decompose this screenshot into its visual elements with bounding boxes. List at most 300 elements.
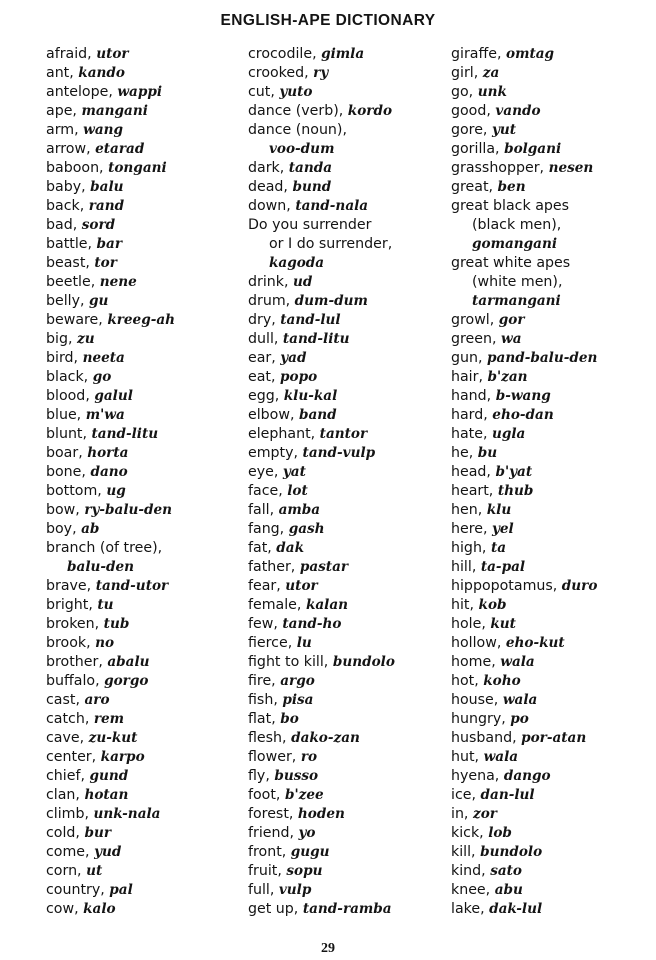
dictionary-entry	[46, 159, 251, 178]
ape-equivalent: ugla	[492, 426, 526, 442]
ape-equivalent: dako-zan	[291, 730, 360, 746]
english-headword: giraffe,	[451, 46, 506, 62]
english-headword: high,	[451, 540, 491, 556]
ape-equivalent: no	[95, 635, 115, 651]
dictionary-entry	[248, 45, 453, 64]
dictionary-entry-continuation	[248, 235, 453, 254]
dictionary-entry	[46, 862, 251, 881]
dictionary-entry	[46, 881, 251, 900]
ape-equivalent: pisa	[282, 692, 314, 708]
dictionary-entry	[46, 349, 251, 368]
english-headword: flower,	[248, 749, 301, 765]
dictionary-entry	[248, 805, 453, 824]
ape-equivalent: abalu	[107, 654, 150, 670]
dictionary-entry	[46, 748, 251, 767]
dictionary-entry	[46, 444, 251, 463]
dictionary-entry	[248, 539, 453, 558]
english-headword: friend,	[248, 825, 299, 841]
dictionary-entry	[248, 121, 453, 140]
english-headword: (black men),	[472, 217, 562, 233]
english-headword: cave,	[46, 730, 89, 746]
english-headword: hate,	[451, 426, 492, 442]
ape-equivalent: amba	[278, 502, 321, 518]
ape-equivalent: wappi	[117, 84, 163, 100]
dictionary-entry	[451, 824, 651, 843]
dictionary-entry	[248, 862, 453, 881]
english-headword: grasshopper,	[451, 160, 549, 176]
dictionary-entry	[451, 444, 651, 463]
dictionary-entry	[248, 729, 453, 748]
dictionary-entry	[451, 577, 651, 596]
english-headword: kick,	[451, 825, 489, 841]
ape-equivalent: yud	[94, 844, 122, 860]
dictionary-entry	[46, 330, 251, 349]
ape-equivalent: bundolo	[480, 844, 543, 860]
ape-equivalent: ry	[313, 65, 329, 81]
dictionary-entry	[248, 197, 453, 216]
ape-equivalent: dum-dum	[294, 293, 368, 309]
ape-equivalent: nene	[99, 274, 137, 290]
ape-equivalent: argo	[280, 673, 315, 689]
dictionary-entry	[248, 710, 453, 729]
dictionary-entry	[46, 387, 251, 406]
dictionary-entry	[451, 330, 651, 349]
ape-equivalent: unk-nala	[93, 806, 161, 822]
ape-equivalent: eho-kut	[505, 635, 565, 651]
ape-equivalent: bu	[477, 445, 498, 461]
dictionary-entry	[248, 634, 453, 653]
english-headword: hut,	[451, 749, 484, 765]
dictionary-entry	[451, 691, 651, 710]
dictionary-entry	[46, 653, 251, 672]
english-headword: fang,	[248, 521, 289, 537]
dictionary-entry	[46, 539, 251, 558]
ape-equivalent: b'zee	[284, 787, 324, 803]
ape-equivalent: tand-lul	[280, 312, 341, 328]
dictionary-entry	[451, 786, 651, 805]
ape-equivalent: tand-utor	[95, 578, 169, 594]
english-headword: fat,	[248, 540, 277, 556]
ape-equivalent: wa	[501, 331, 522, 347]
ape-equivalent: go	[92, 369, 112, 385]
ape-equivalent: dak-lul	[489, 901, 543, 917]
english-headword: forest,	[248, 806, 298, 822]
english-headword: black,	[46, 369, 93, 385]
ape-equivalent: kordo	[347, 103, 393, 119]
english-headword: fish,	[248, 692, 283, 708]
ape-equivalent: ro	[300, 749, 318, 765]
ape-equivalent: klu	[486, 502, 512, 518]
english-headword: face,	[248, 483, 288, 499]
ape-equivalent: wala	[502, 692, 538, 708]
ape-equivalent: ab	[81, 521, 100, 537]
dictionary-entry	[248, 64, 453, 83]
ape-equivalent: aro	[84, 692, 110, 708]
ape-equivalent: omtag	[506, 46, 555, 62]
ape-equivalent: kalo	[83, 901, 116, 917]
dictionary-entry	[451, 539, 651, 558]
english-headword: fight to kill,	[248, 654, 333, 670]
english-headword: heart,	[451, 483, 498, 499]
english-headword: arrow,	[46, 141, 96, 157]
english-headword: in,	[451, 806, 473, 822]
english-headword: chief,	[46, 768, 90, 784]
ape-equivalent: zu-kut	[88, 730, 138, 746]
english-headword: back,	[46, 198, 89, 214]
english-headword: great black apes	[451, 198, 570, 214]
english-headword: girl,	[451, 65, 483, 81]
ape-equivalent: kalan	[305, 597, 349, 613]
dictionary-entry-continuation	[451, 235, 651, 254]
english-headword: ice,	[451, 787, 481, 803]
english-headword: catch,	[46, 711, 94, 727]
english-headword: dark,	[248, 160, 289, 176]
english-headword: gore,	[451, 122, 492, 138]
english-headword: great white apes	[451, 255, 571, 271]
english-headword: (white men),	[472, 274, 563, 290]
ape-equivalent: tand-litu	[91, 426, 159, 442]
english-headword: corn,	[46, 863, 87, 879]
english-headword: get up,	[248, 901, 303, 917]
ape-equivalent: gorgo	[104, 673, 149, 689]
ape-equivalent: eho-dan	[492, 407, 554, 423]
dictionary-entry	[248, 102, 453, 121]
dictionary-entry	[451, 843, 651, 862]
dictionary-entry	[451, 254, 651, 273]
dictionary-entry	[248, 672, 453, 691]
ape-equivalent: rem	[93, 711, 125, 727]
dictionary-entry	[451, 349, 651, 368]
dictionary-entry	[248, 596, 453, 615]
dictionary-entry	[451, 463, 651, 482]
english-headword: beware,	[46, 312, 108, 328]
ape-equivalent: hotan	[84, 787, 129, 803]
dictionary-column-1	[46, 45, 251, 919]
dictionary-entry	[46, 691, 251, 710]
dictionary-entry	[46, 121, 251, 140]
english-headword: bone,	[46, 464, 91, 480]
ape-equivalent: tub	[103, 616, 130, 632]
dictionary-entry	[46, 83, 251, 102]
ape-equivalent: lot	[287, 483, 308, 499]
english-headword: dance (noun),	[248, 122, 347, 138]
ape-equivalent: b'yat	[495, 464, 533, 480]
ape-equivalent: ta-pal	[480, 559, 526, 575]
english-headword: clan,	[46, 787, 85, 803]
ape-equivalent: horta	[87, 445, 129, 461]
ape-equivalent: gash	[288, 521, 325, 537]
dictionary-column-3	[451, 45, 651, 919]
ape-equivalent: neeta	[82, 350, 125, 366]
english-headword: husband,	[451, 730, 522, 746]
ape-equivalent: kob	[478, 597, 507, 613]
english-headword: elephant,	[248, 426, 320, 442]
dictionary-entry	[248, 824, 453, 843]
dictionary-entry	[248, 748, 453, 767]
dictionary-entry	[46, 634, 251, 653]
ape-equivalent: band	[298, 407, 337, 423]
ape-equivalent: yut	[491, 122, 517, 138]
english-headword: battle,	[46, 236, 97, 252]
dictionary-entry	[451, 121, 651, 140]
ape-equivalent: dak	[276, 540, 305, 556]
english-headword: crooked,	[248, 65, 314, 81]
english-headword: hard,	[451, 407, 493, 423]
dictionary-entry	[46, 368, 251, 387]
english-headword: cold,	[46, 825, 85, 841]
ape-equivalent: wang	[83, 122, 124, 138]
dictionary-entry	[451, 805, 651, 824]
english-headword: drum,	[248, 293, 295, 309]
ape-equivalent: koho	[483, 673, 521, 689]
dictionary-entry	[451, 159, 651, 178]
dictionary-entry	[248, 843, 453, 862]
english-headword: center,	[46, 749, 101, 765]
english-headword: bow,	[46, 502, 85, 518]
english-headword: gun,	[451, 350, 488, 366]
english-headword: brook,	[46, 635, 96, 651]
english-headword: dry,	[248, 312, 281, 328]
english-headword: hippopotamus,	[451, 578, 562, 594]
ape-equivalent: kando	[78, 65, 125, 81]
dictionary-entry	[451, 520, 651, 539]
ape-equivalent: voo-dum	[269, 141, 335, 157]
dictionary-entry	[451, 83, 651, 102]
ape-equivalent: sopu	[286, 863, 323, 879]
dictionary-entry	[451, 425, 651, 444]
dictionary-entry	[248, 900, 453, 919]
dictionary-entry	[248, 368, 453, 387]
dictionary-entry	[451, 672, 651, 691]
english-headword: hollow,	[451, 635, 506, 651]
english-headword: good,	[451, 103, 496, 119]
dictionary-entry	[46, 520, 251, 539]
english-headword: great,	[451, 179, 498, 195]
english-headword: bad,	[46, 217, 82, 233]
english-headword: fly,	[248, 768, 275, 784]
english-headword: knee,	[451, 882, 495, 898]
dictionary-entry-continuation	[451, 216, 651, 235]
english-headword: fall,	[248, 502, 279, 518]
dictionary-entry	[46, 216, 251, 235]
english-headword: beetle,	[46, 274, 100, 290]
dictionary-entry	[451, 368, 651, 387]
ape-equivalent: gugu	[290, 844, 330, 860]
ape-equivalent: rand	[88, 198, 125, 214]
english-headword: ape,	[46, 103, 82, 119]
dictionary-entry	[248, 216, 453, 235]
dictionary-entry	[451, 482, 651, 501]
english-headword: elbow,	[248, 407, 299, 423]
english-headword: boar,	[46, 445, 88, 461]
dictionary-entry	[451, 881, 651, 900]
dictionary-entry	[248, 463, 453, 482]
english-headword: fire,	[248, 673, 281, 689]
english-headword: bright,	[46, 597, 98, 613]
ape-equivalent: ry-balu-den	[84, 502, 173, 518]
dictionary-entry	[46, 64, 251, 83]
dictionary-entry	[248, 425, 453, 444]
ape-equivalent: gund	[89, 768, 129, 784]
ape-equivalent: ug	[106, 483, 126, 499]
english-headword: brother,	[46, 654, 108, 670]
english-headword: few,	[248, 616, 283, 632]
dictionary-entry	[46, 102, 251, 121]
dictionary-entry	[248, 83, 453, 102]
english-headword: hole,	[451, 616, 491, 632]
english-headword: house,	[451, 692, 503, 708]
dictionary-entry	[248, 501, 453, 520]
english-headword: brave,	[46, 578, 96, 594]
ape-equivalent: bar	[96, 236, 122, 252]
dictionary-entry	[46, 254, 251, 273]
ape-equivalent: klu-kal	[283, 388, 338, 404]
ape-equivalent: thub	[497, 483, 534, 499]
english-headword: he,	[451, 445, 478, 461]
english-headword: come,	[46, 844, 95, 860]
english-headword: fruit,	[248, 863, 287, 879]
ape-equivalent: kut	[490, 616, 516, 632]
ape-equivalent: tantor	[319, 426, 368, 442]
dictionary-entry	[46, 672, 251, 691]
dictionary-entry	[248, 311, 453, 330]
ape-equivalent: gimla	[321, 46, 365, 62]
english-headword: fear,	[248, 578, 286, 594]
english-headword: bottom,	[46, 483, 107, 499]
english-headword: kind,	[451, 863, 491, 879]
ape-equivalent: pastar	[299, 559, 349, 575]
english-headword: full,	[248, 882, 279, 898]
dictionary-entry	[46, 824, 251, 843]
ape-equivalent: tand-vulp	[302, 445, 376, 461]
dictionary-entry	[248, 786, 453, 805]
ape-equivalent: yuto	[279, 84, 313, 100]
english-headword: go,	[451, 84, 478, 100]
ape-equivalent: etarad	[95, 141, 145, 157]
dictionary-entry	[248, 349, 453, 368]
dictionary-entry	[248, 577, 453, 596]
dictionary-entry	[451, 387, 651, 406]
english-headword: growl,	[451, 312, 499, 328]
ape-equivalent: wala	[483, 749, 519, 765]
english-headword: blood,	[46, 388, 95, 404]
dictionary-entry	[248, 615, 453, 634]
dictionary-entry	[451, 729, 651, 748]
english-headword: female,	[248, 597, 306, 613]
english-headword: ant,	[46, 65, 79, 81]
english-headword: hand,	[451, 388, 496, 404]
dictionary-entry	[248, 653, 453, 672]
english-headword: dead,	[248, 179, 293, 195]
ape-equivalent: dano	[90, 464, 128, 480]
dictionary-entry	[46, 577, 251, 596]
dictionary-column-2	[248, 45, 453, 919]
ape-equivalent: lob	[488, 825, 512, 841]
ape-equivalent: bundolo	[332, 654, 395, 670]
dictionary-entry	[46, 273, 251, 292]
english-headword: kill,	[451, 844, 481, 860]
english-headword: bird,	[46, 350, 83, 366]
dictionary-entry	[248, 558, 453, 577]
dictionary-entry	[248, 881, 453, 900]
ape-equivalent: vando	[495, 103, 541, 119]
english-headword: head,	[451, 464, 496, 480]
ape-equivalent: tongani	[108, 160, 167, 176]
ape-equivalent: popo	[280, 369, 318, 385]
english-headword: hot,	[451, 673, 484, 689]
english-headword: broken,	[46, 616, 104, 632]
ape-equivalent: balu	[90, 179, 124, 195]
ape-equivalent: karpo	[100, 749, 145, 765]
dictionary-entry	[46, 501, 251, 520]
ape-equivalent: utor	[96, 46, 129, 62]
ape-equivalent: ben	[497, 179, 526, 195]
dictionary-entry	[46, 235, 251, 254]
english-headword: hen,	[451, 502, 487, 518]
ape-equivalent: yo	[298, 825, 316, 841]
ape-equivalent: vulp	[278, 882, 312, 898]
ape-equivalent: por-atan	[521, 730, 587, 746]
dictionary-entry-continuation	[248, 254, 453, 273]
english-headword: fierce,	[248, 635, 297, 651]
ape-equivalent: yel	[492, 521, 514, 537]
english-headword: gorilla,	[451, 141, 505, 157]
ape-equivalent: m'wa	[85, 407, 125, 423]
ape-equivalent: po	[510, 711, 529, 727]
dictionary-entry	[451, 653, 651, 672]
english-headword: empty,	[248, 445, 303, 461]
dictionary-entry	[248, 292, 453, 311]
dictionary-entry	[248, 444, 453, 463]
ape-equivalent: pand-balu-den	[487, 350, 598, 366]
ape-equivalent: zor	[472, 806, 497, 822]
page-number: 29	[321, 941, 335, 956]
ape-equivalent: tarmangani	[472, 293, 561, 309]
english-headword: buffalo,	[46, 673, 105, 689]
english-headword: arm,	[46, 122, 84, 138]
ape-equivalent: busso	[274, 768, 319, 784]
dictionary-entry	[46, 729, 251, 748]
dictionary-entry	[46, 140, 251, 159]
english-headword: Do you surrender	[248, 217, 372, 233]
dictionary-entry	[46, 805, 251, 824]
dictionary-entry	[451, 710, 651, 729]
english-headword: here,	[451, 521, 492, 537]
dictionary-entry	[46, 843, 251, 862]
ape-equivalent: sord	[81, 217, 116, 233]
english-headword: beast,	[46, 255, 95, 271]
dictionary-entry	[248, 482, 453, 501]
dictionary-entry	[46, 710, 251, 729]
dictionary-entry	[248, 273, 453, 292]
english-headword: hair,	[451, 369, 488, 385]
english-headword: hyena,	[451, 768, 504, 784]
dictionary-entry	[46, 311, 251, 330]
ape-equivalent: pal	[109, 882, 133, 898]
english-headword: belly,	[46, 293, 90, 309]
ape-equivalent: ut	[86, 863, 103, 879]
ape-equivalent: kagoda	[269, 255, 325, 271]
english-headword: baby,	[46, 179, 91, 195]
english-headword: hit,	[451, 597, 479, 613]
english-headword: eye,	[248, 464, 283, 480]
ape-equivalent: nesen	[548, 160, 594, 176]
dictionary-entry	[46, 767, 251, 786]
dictionary-entry	[451, 140, 651, 159]
dictionary-entry	[248, 387, 453, 406]
ape-equivalent: bur	[84, 825, 112, 841]
dictionary-entry	[451, 558, 651, 577]
